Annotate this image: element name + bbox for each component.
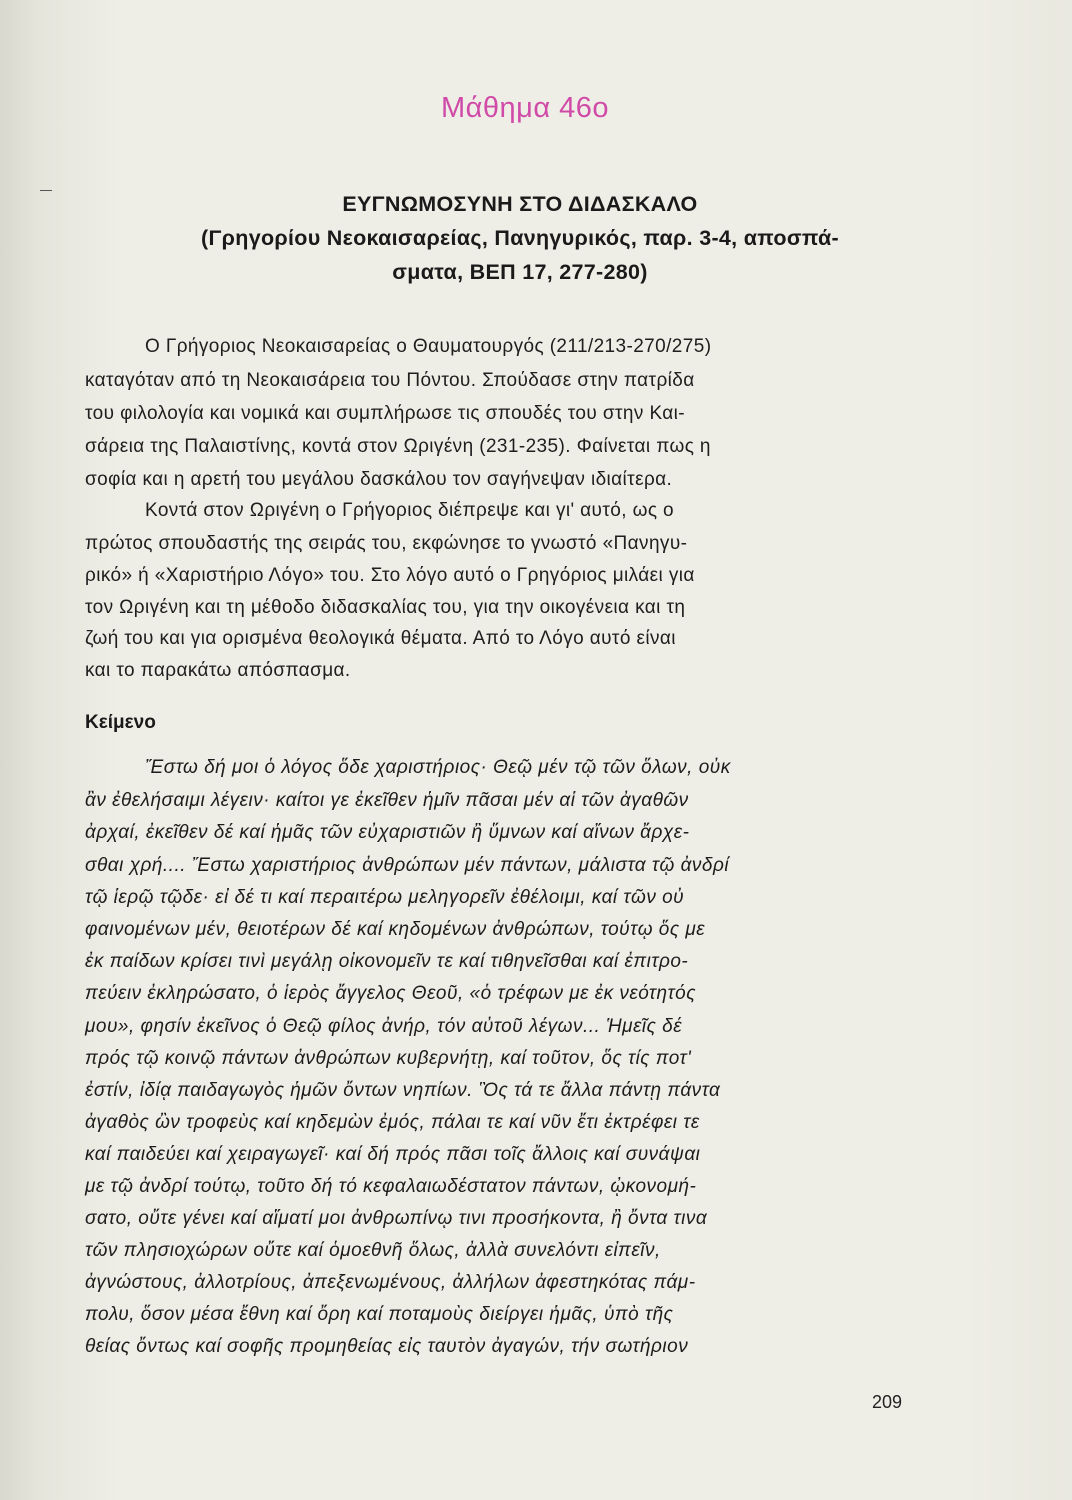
greek-text-line: Ἔστω δή μοι ὁ λόγος ὅδε χαριστήριος· Θεῷ μέν τῷ τῶν ὅλων, οὐκ bbox=[145, 757, 731, 778]
section-heading-line-2: (Γρηγορίου Νεοκαισαρείας, Πανηγυρικός, παρ. 3-4, αποσπά- bbox=[200, 226, 839, 250]
greek-text-line: ἀγνώστους, ἀλλοτρίους, ἀπεξενωμένους, ἀλλήλων ἀφεστηκότας πάμ- bbox=[85, 1272, 696, 1293]
page-number: 209 bbox=[872, 1392, 903, 1412]
greek-text-line: φαινομένων μέν, θειοτέρων δέ καί κηδομένων ἀνθρώπων, τούτῳ ὅς με bbox=[85, 919, 706, 940]
intro-line: ρικό» ή «Χαριστήριο Λόγο» του. Στο λόγο αυτό ο Γρηγόριος μιλάει για bbox=[85, 565, 695, 586]
greek-text-line: με τῷ ἀνδρί τούτῳ, τοῦτο δή τό κεφαλαιωδέστατον πάντων, ᾠκονομή- bbox=[85, 1176, 697, 1197]
greek-text-line: τῶν πλησιοχώρων οὔτε καί ὁμοεθνῆ ὅλως, ἀλλὰ συνελόντι εἰπεῖν, bbox=[85, 1240, 661, 1261]
intro-line: και το παρακάτω απόσπασμα. bbox=[85, 660, 351, 681]
text-section-label: Κείμενο bbox=[85, 712, 156, 733]
intro-line: καταγόταν από τη Νεοκαισάρεια του Πόντου. Σπούδασε στην πατρίδα bbox=[85, 370, 695, 391]
greek-text-line: τῷ ἱερῷ τῷδε· εἰ δέ τι καί περαιτέρω μεληγορεῖν ἐθέλοιμι, καί τῶν οὐ bbox=[85, 887, 685, 908]
greek-text-line: ἂν ἐθελήσαιμι λέγειν· καίτοι γε ἐκεῖθεν ἡμῖν πᾶσαι μέν αἱ τῶν ἀγαθῶν bbox=[85, 790, 689, 811]
greek-text-line: πολυ, ὅσον μέσα ἔθνη καί ὄρη καί ποταμοὺς διείργει ἡμᾶς, ὑπὸ τῆς bbox=[85, 1304, 674, 1325]
greek-text-line: ἀγαθὸς ὢν τροφεὺς καί κηδεμὼν ἐμός, πάλαι τε καί νῦν ἔτι ἐκτρέφει τε bbox=[85, 1112, 700, 1133]
greek-text-line: πεύειν ἐκληρώσατο, ὁ ἱερὸς ἄγγελος Θεοῦ, «ὁ τρέφων με ἐκ νεότητός bbox=[85, 983, 696, 1004]
greek-text-line: σθαι χρή.... Ἔστω χαριστήριος ἀνθρώπων μέν πάντων, μάλιστα τῷ ἀνδρί bbox=[85, 855, 730, 876]
greek-text-line: καί παιδεύει καί χειραγωγεῖ· καί δή πρός πᾶσι τοῖς ἄλλοις καί συνάψαι bbox=[85, 1144, 701, 1165]
greek-text-line: ἐκ παίδων κρίσει τινὶ μεγάλῃ οἰκονομεῖν τε καί τιθηνεῖσθαι καί ἐπιτρο- bbox=[85, 951, 689, 972]
intro-line: του φιλολογία και νομικά και συμπλήρωσε τις σπουδές του στην Και- bbox=[85, 403, 686, 424]
intro-line: πρώτος σπουδαστής της σειράς του, εκφώνησε το γνωστό «Πανηγυ- bbox=[85, 533, 688, 554]
greek-text-line: πρός τῷ κοινῷ πάντων ἀνθρώπων κυβερνήτῃ, καί τοῦτον, ὅς τίς ποτ' bbox=[85, 1048, 692, 1069]
lesson-title: Μάθημα 46ο bbox=[440, 92, 610, 124]
greek-text-line: ἐστίν, ἰδίᾳ παιδαγωγὸς ἡμῶν ὄντων νηπίων. Ὃς τά τε ἄλλα πάντῃ πάντα bbox=[85, 1080, 721, 1101]
intro-line: τον Ωριγένη και τη μέθοδο διδασκαλίας του, για την οικογένεια και τη bbox=[85, 597, 686, 618]
margin-mark bbox=[40, 190, 52, 191]
greek-text-line: ἀρχαί, ἐκεῖθεν δέ καί ἡμᾶς τῶν εὐχαριστιῶν ἢ ὕμνων καί αἴνων ἄρχε- bbox=[85, 822, 690, 843]
intro-line: σάρεια της Παλαιστίνης, κοντά στον Ωριγένη (231-235). Φαίνεται πως η bbox=[85, 436, 711, 457]
intro-line: Ο Γρήγοριος Νεοκαισαρείας ο Θαυματουργός (211/213-270/275) bbox=[145, 336, 712, 357]
intro-line: ζωή του και για ορισμένα θεολογικά θέματα. Από το Λόγο αυτό είναι bbox=[85, 628, 676, 649]
section-heading-line-1: ΕΥΓΝΩΜΟΣΥΝΗ ΣΤΟ ΔΙΔΑΣΚΑΛΟ bbox=[342, 192, 698, 216]
greek-text-line: θείας ὄντως καί σοφῆς προμηθείας εἰς ταυτὸν ἀγαγών, τήν σωτήριον bbox=[85, 1336, 689, 1357]
greek-text-line: μου», φησίν ἐκεῖνος ὁ Θεῷ φίλος ἀνήρ, τόν αὐτοῦ λέγων... Ἡμεῖς δέ bbox=[85, 1016, 683, 1037]
section-heading-line-3: σματα, ΒΕΠ 17, 277-280) bbox=[392, 260, 648, 284]
greek-text-line: σατο, οὔτε γένει καί αἵματί μοι ἀνθρωπίνῳ τινι προσήκοντα, ἢ ὄντα τινα bbox=[85, 1208, 708, 1229]
intro-line: Κοντά στον Ωριγένη ο Γρήγοριος διέπρεψε και γι' αυτό, ως ο bbox=[145, 500, 675, 521]
intro-line: σοφία και η αρετή του μεγάλου δασκάλου τον σαγήνεψαν ιδιαίτερα. bbox=[85, 469, 673, 490]
